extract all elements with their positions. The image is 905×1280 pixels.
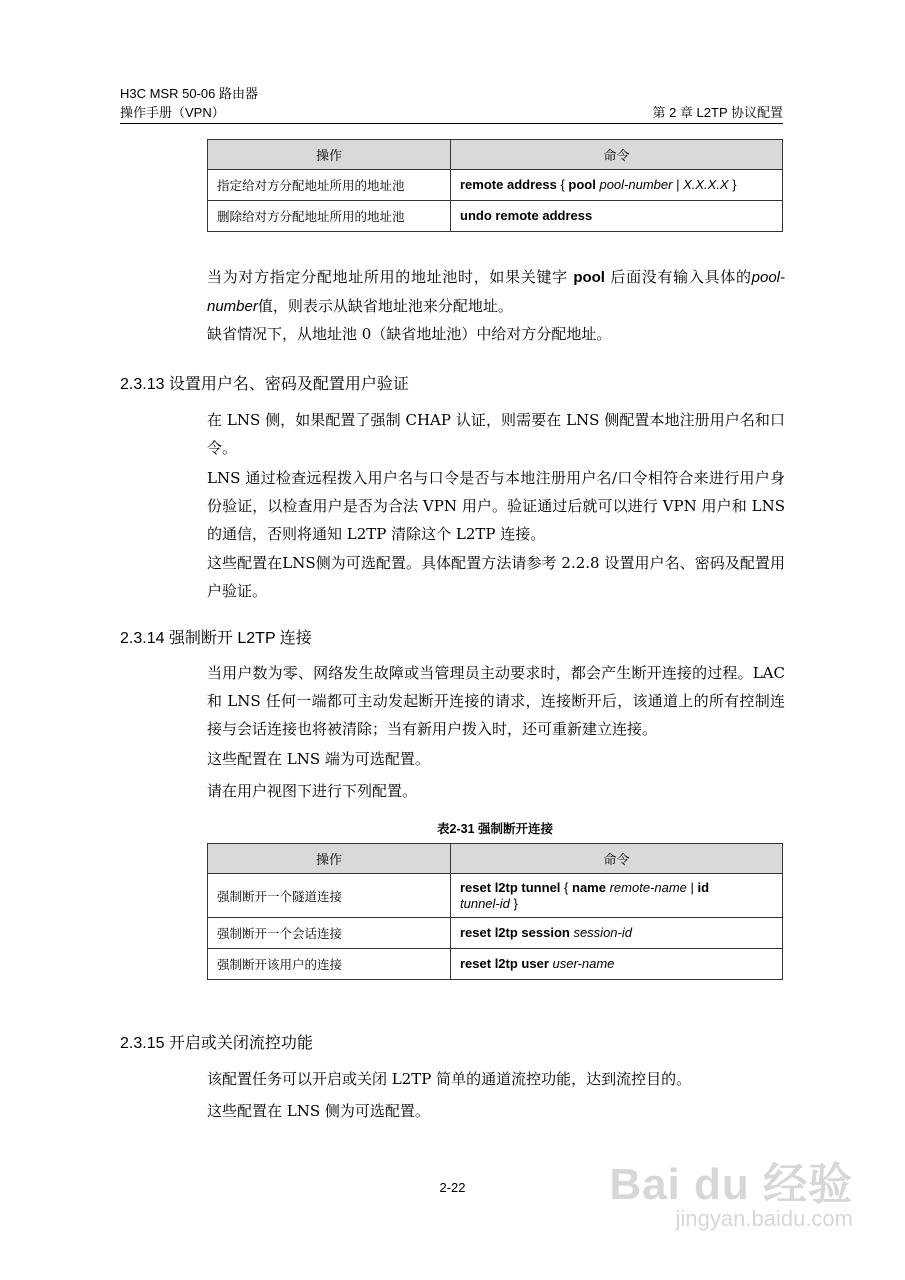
header-manual: 操作手册（VPN）	[120, 105, 225, 120]
command-cell	[451, 874, 783, 918]
cmd-keyword: id	[697, 879, 710, 895]
cmd-text: {	[560, 879, 572, 895]
col-header-operation: 操作	[208, 140, 451, 170]
text-span: 值，则表示从缺省地址池来分配地址。	[257, 297, 513, 315]
section-title-2-3-13: 2.3.13 设置用户名、密码及配置用户验证	[120, 376, 409, 393]
paragraph: 请在用户视图下进行下列配置。	[207, 782, 418, 800]
keyword-pool: pool	[573, 269, 605, 286]
col-header-operation: 操作	[208, 844, 451, 874]
table-row	[208, 918, 783, 949]
reset-l2tp-table	[207, 843, 783, 980]
cmd-param: user-name	[552, 956, 615, 971]
table-caption: 表2-31 强制断开连接	[437, 822, 553, 836]
remote-address-table	[207, 139, 783, 232]
cmd-text: |	[686, 879, 698, 895]
cmd-keyword: name	[572, 879, 606, 895]
cmd-param: tunnel-id	[460, 895, 510, 911]
cmd-keyword: remote address	[460, 177, 557, 192]
command-cell	[451, 170, 783, 201]
header-chapter: 第 2 章 L2TP 协议配置	[652, 105, 783, 120]
cmd-keyword: pool	[568, 177, 596, 192]
section-title-2-3-15: 2.3.15 开启或关闭流控功能	[120, 1035, 313, 1052]
col-header-command: 命令	[451, 140, 783, 170]
cmd-param: remote-name	[609, 879, 687, 895]
paragraph: 当用户数为零、网络发生故障或当管理员主动要求时，都会产生断开连接的过程。LAC 和 LNS 任何一端都可主动发起断开连接的请求，连接断开后，该通道上的所有控制连接与会话连接也将被清除；当有新用户拨入时，还可重新建立连接。	[207, 664, 785, 738]
paragraph: LNS 通过检查远程拨入用户名与口令是否与本地注册用户名/口令相符合来进行用户身份验证，以检查用户是否为合法 VPN 用户。验证通过后就可以进行 VPN 用户和 LNS 的通信，否则将通知 L2TP 清除这个 L2TP 连接。	[207, 469, 785, 543]
command-cell	[451, 201, 783, 232]
cmd-text: |	[672, 177, 684, 192]
page-header-left	[120, 84, 258, 122]
paragraph: 该配置任务可以开启或关闭 L2TP 简单的通道流控功能，达到流控目的。	[207, 1070, 692, 1088]
header-divider	[120, 123, 783, 124]
cmd-keyword: undo remote address	[460, 208, 593, 223]
col-header-command: 命令	[451, 844, 783, 874]
page-number: 2-22	[439, 1180, 466, 1195]
cmd-text: {	[556, 177, 569, 192]
command-cell	[451, 918, 783, 949]
table-row	[208, 201, 783, 232]
operation-cell: 删除给对方分配地址所用的地址池	[208, 201, 451, 232]
watermark-url: jingyan.baidu.com	[675, 1206, 853, 1231]
watermark-logo: Bai du 经验	[609, 1160, 853, 1209]
paragraph: 这些配置在 LNS 端为可选配置。	[207, 750, 430, 768]
default-pool-paragraph: 缺省情况下，从地址池 0（缺省地址池）中给对方分配地址。	[207, 325, 612, 343]
paragraph: 这些配置在LNS侧为可选配置。具体配置方法请参考 2.2.8 设置用户名、密码及配置用户验证。	[207, 554, 785, 600]
text-span: 后面没有输入具体的	[604, 268, 752, 286]
cmd-text: }	[509, 895, 518, 911]
cmd-param: X.X.X.X	[683, 177, 729, 192]
table-header-row	[208, 844, 783, 874]
operation-cell: 强制断开一个隧道连接	[208, 874, 451, 918]
param-pool-number: pool-number	[207, 269, 785, 315]
table-row	[208, 170, 783, 201]
command-cell	[451, 949, 783, 980]
operation-cell: 强制断开该用户的连接	[208, 949, 451, 980]
cmd-param: pool-number	[599, 177, 673, 192]
cmd-keyword: reset l2tp tunnel	[460, 879, 561, 895]
cmd-param: session-id	[573, 925, 632, 940]
paragraph: 在 LNS 侧，如果配置了强制 CHAP 认证，则需要在 LNS 侧配置本地注册用户名和口令。	[207, 411, 785, 457]
table-row	[208, 949, 783, 980]
baidu-watermark	[609, 1148, 853, 1232]
table-row	[208, 874, 783, 918]
cmd-keyword: reset l2tp user	[460, 956, 549, 971]
cmd-text: }	[728, 177, 737, 192]
section-title-2-3-14: 2.3.14 强制断开 L2TP 连接	[120, 630, 312, 647]
paragraph: 这些配置在 LNS 侧为可选配置。	[207, 1102, 430, 1120]
table-header-row	[208, 140, 783, 170]
pool-note-paragraph	[207, 263, 785, 321]
cmd-keyword: reset l2tp session	[460, 925, 570, 940]
operation-cell: 指定给对方分配地址所用的地址池	[208, 170, 451, 201]
text-span: 当为对方指定分配地址所用的地址池时，如果关键字	[207, 268, 574, 286]
operation-cell: 强制断开一个会话连接	[208, 918, 451, 949]
header-product: H3C MSR 50-06 路由器	[120, 86, 258, 101]
